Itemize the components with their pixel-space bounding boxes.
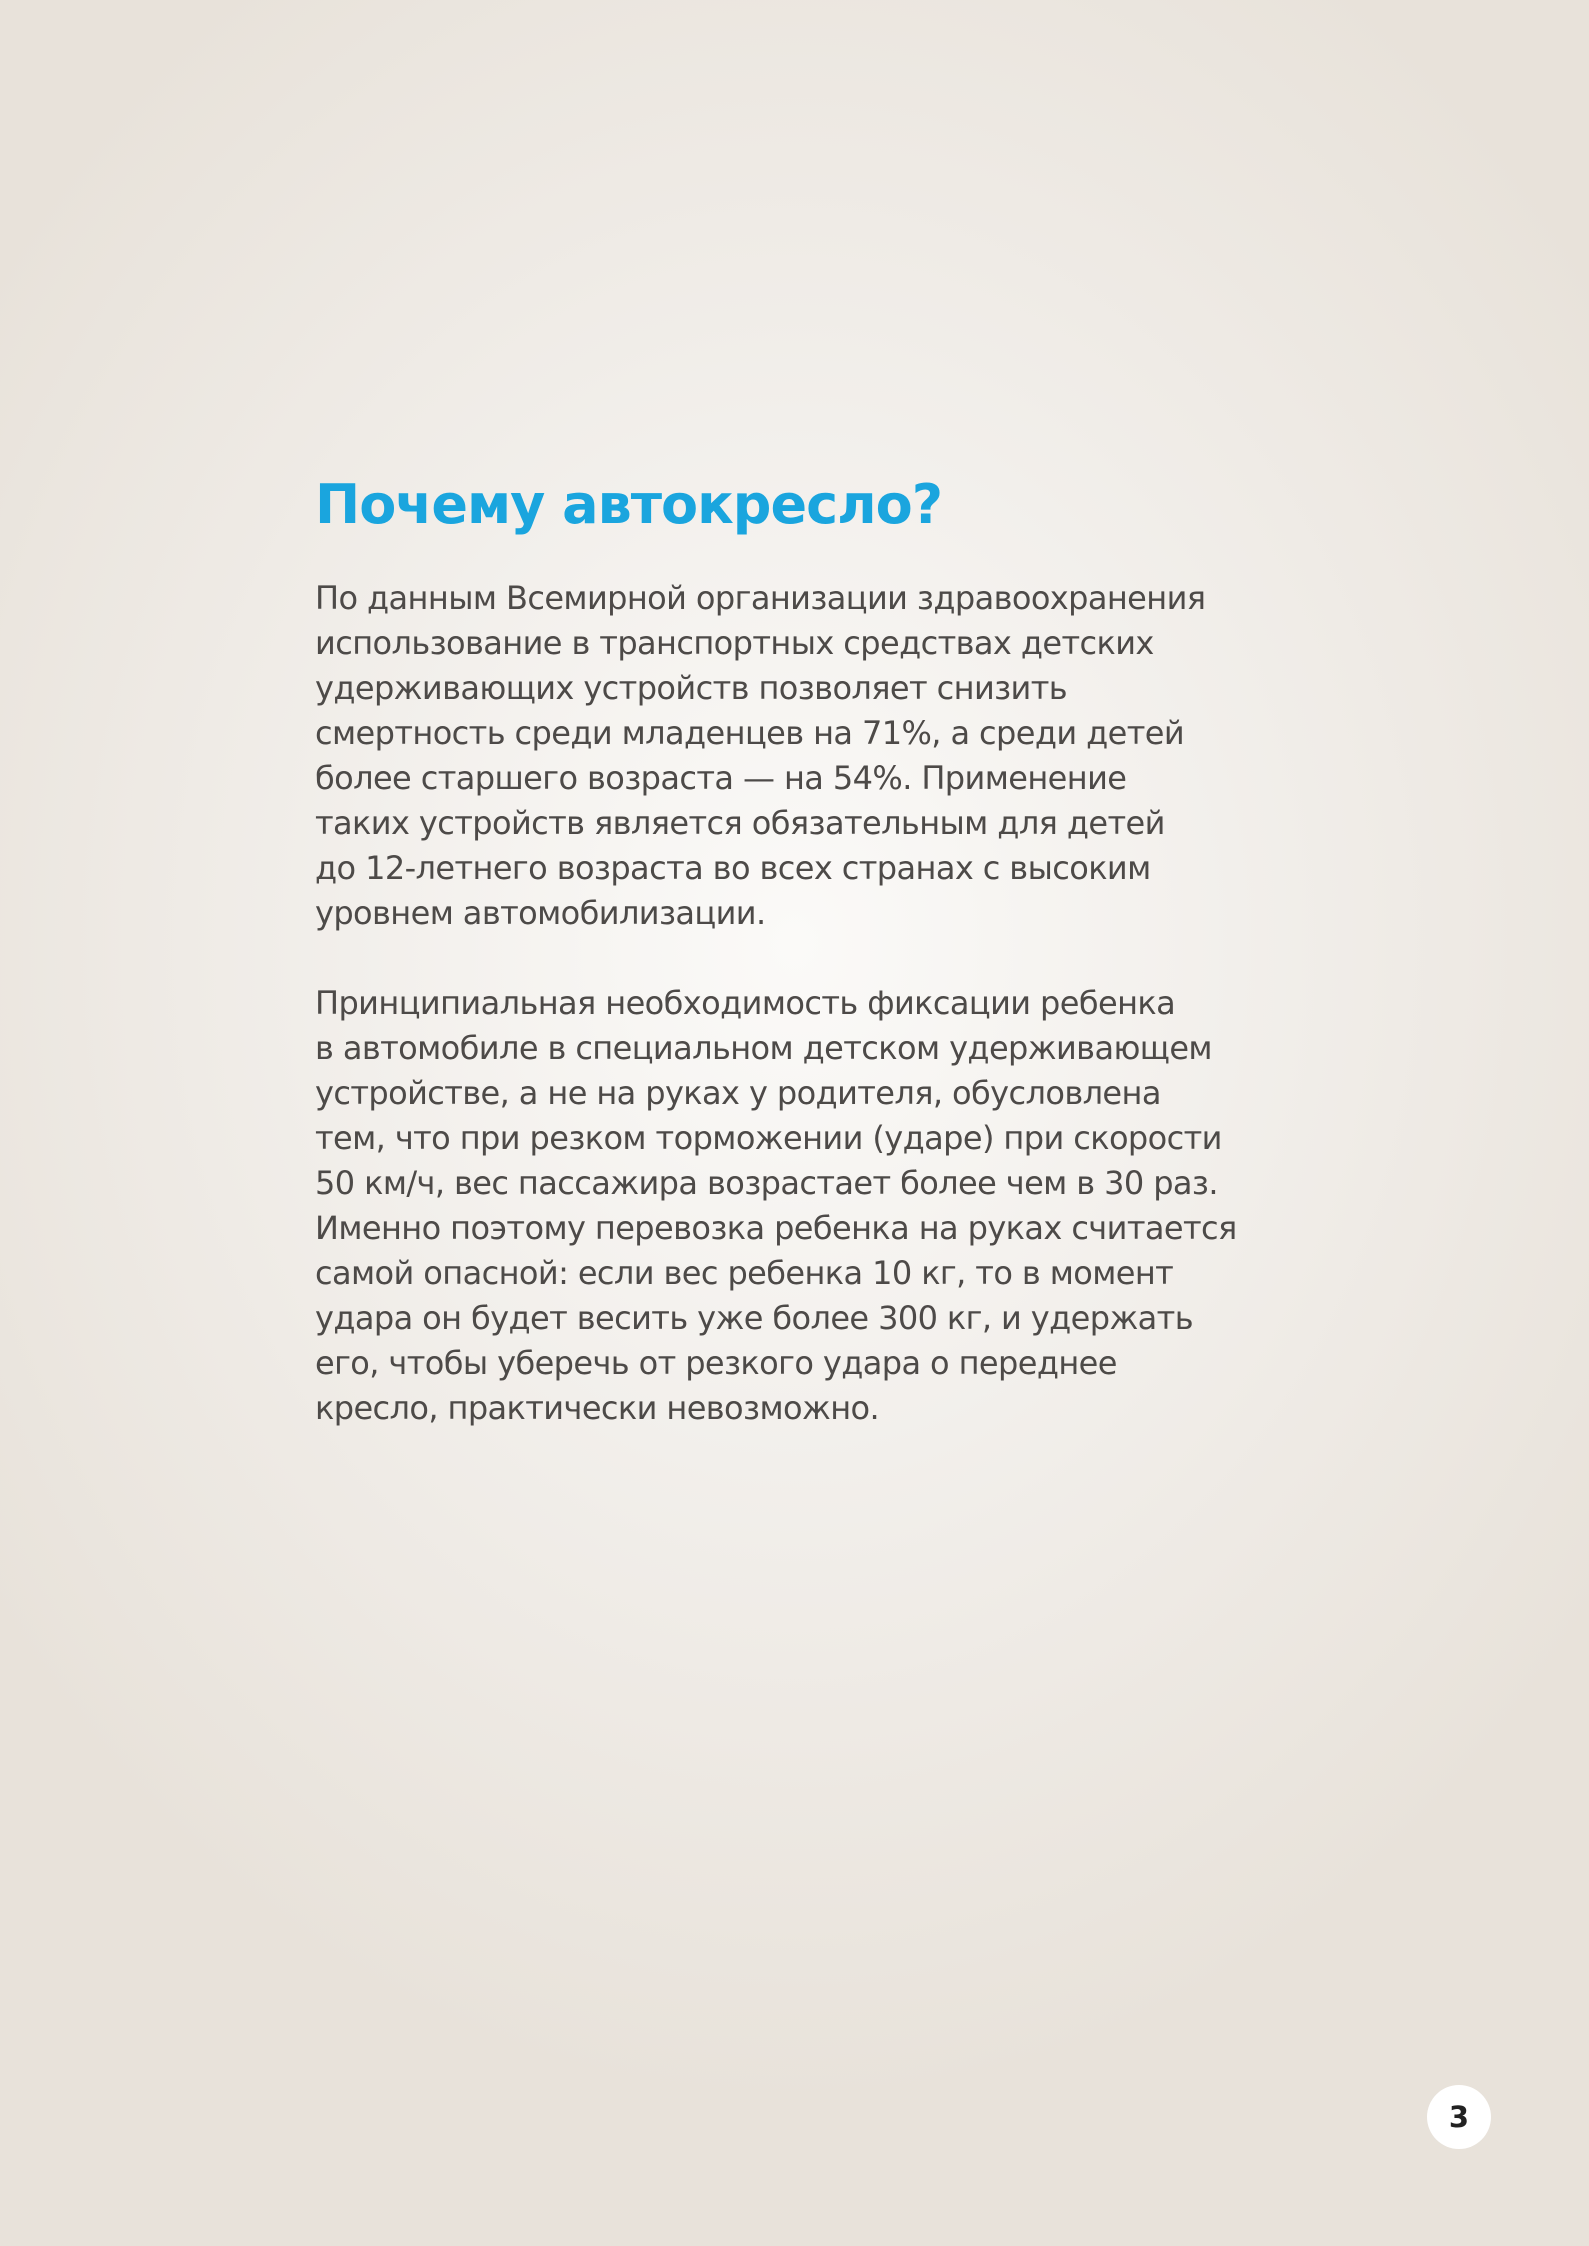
article-body bbox=[315, 576, 1315, 1431]
article-content bbox=[315, 470, 1315, 1431]
page-number: 3 bbox=[1448, 2100, 1470, 2134]
page-title: Почему автокресло? bbox=[315, 473, 943, 536]
text-line: тем, что при резком торможении (ударе) при скорости bbox=[315, 1119, 1222, 1157]
paragraph-2 bbox=[315, 981, 1315, 1431]
text-line: кресло, практически невозможно. bbox=[315, 1389, 880, 1427]
text-line: более старшего возраста — на 54%. Применение bbox=[315, 759, 1127, 797]
text-line: до 12-летнего возраста во всех странах с высоким bbox=[315, 849, 1151, 887]
text-line: самой опасной: если вес ребенка 10 кг, то в момент bbox=[315, 1254, 1174, 1292]
text-line: таких устройств является обязательным для детей bbox=[315, 804, 1165, 842]
text-line: устройстве, а не на руках у родителя, обусловлена bbox=[315, 1074, 1161, 1112]
text-line: в автомобиле в специальном детском удерживающем bbox=[315, 1029, 1212, 1067]
text-line: По данным Всемирной организации здравоохранения bbox=[315, 579, 1206, 617]
text-line: использование в транспортных средствах детских bbox=[315, 624, 1154, 662]
text-line: 50 км/ч, вес пассажира возрастает более чем в 30 раз. bbox=[315, 1164, 1218, 1202]
text-line: удара он будет весить уже более 300 кг, и удержать bbox=[315, 1299, 1193, 1337]
text-line: Именно поэтому перевозка ребенка на руках считается bbox=[315, 1209, 1237, 1247]
text-line: Принципиальная необходимость фиксации ребенка bbox=[315, 984, 1176, 1022]
text-line: его, чтобы уберечь от резкого удара о переднее bbox=[315, 1344, 1117, 1382]
text-line: уровнем автомобилизации. bbox=[315, 894, 766, 932]
page-number-badge bbox=[1427, 2085, 1491, 2149]
paragraph-1 bbox=[315, 576, 1315, 936]
text-line: смертность среди младенцев на 71%, а среди детей bbox=[315, 714, 1185, 752]
text-line: удерживающих устройств позволяет снизить bbox=[315, 669, 1068, 707]
